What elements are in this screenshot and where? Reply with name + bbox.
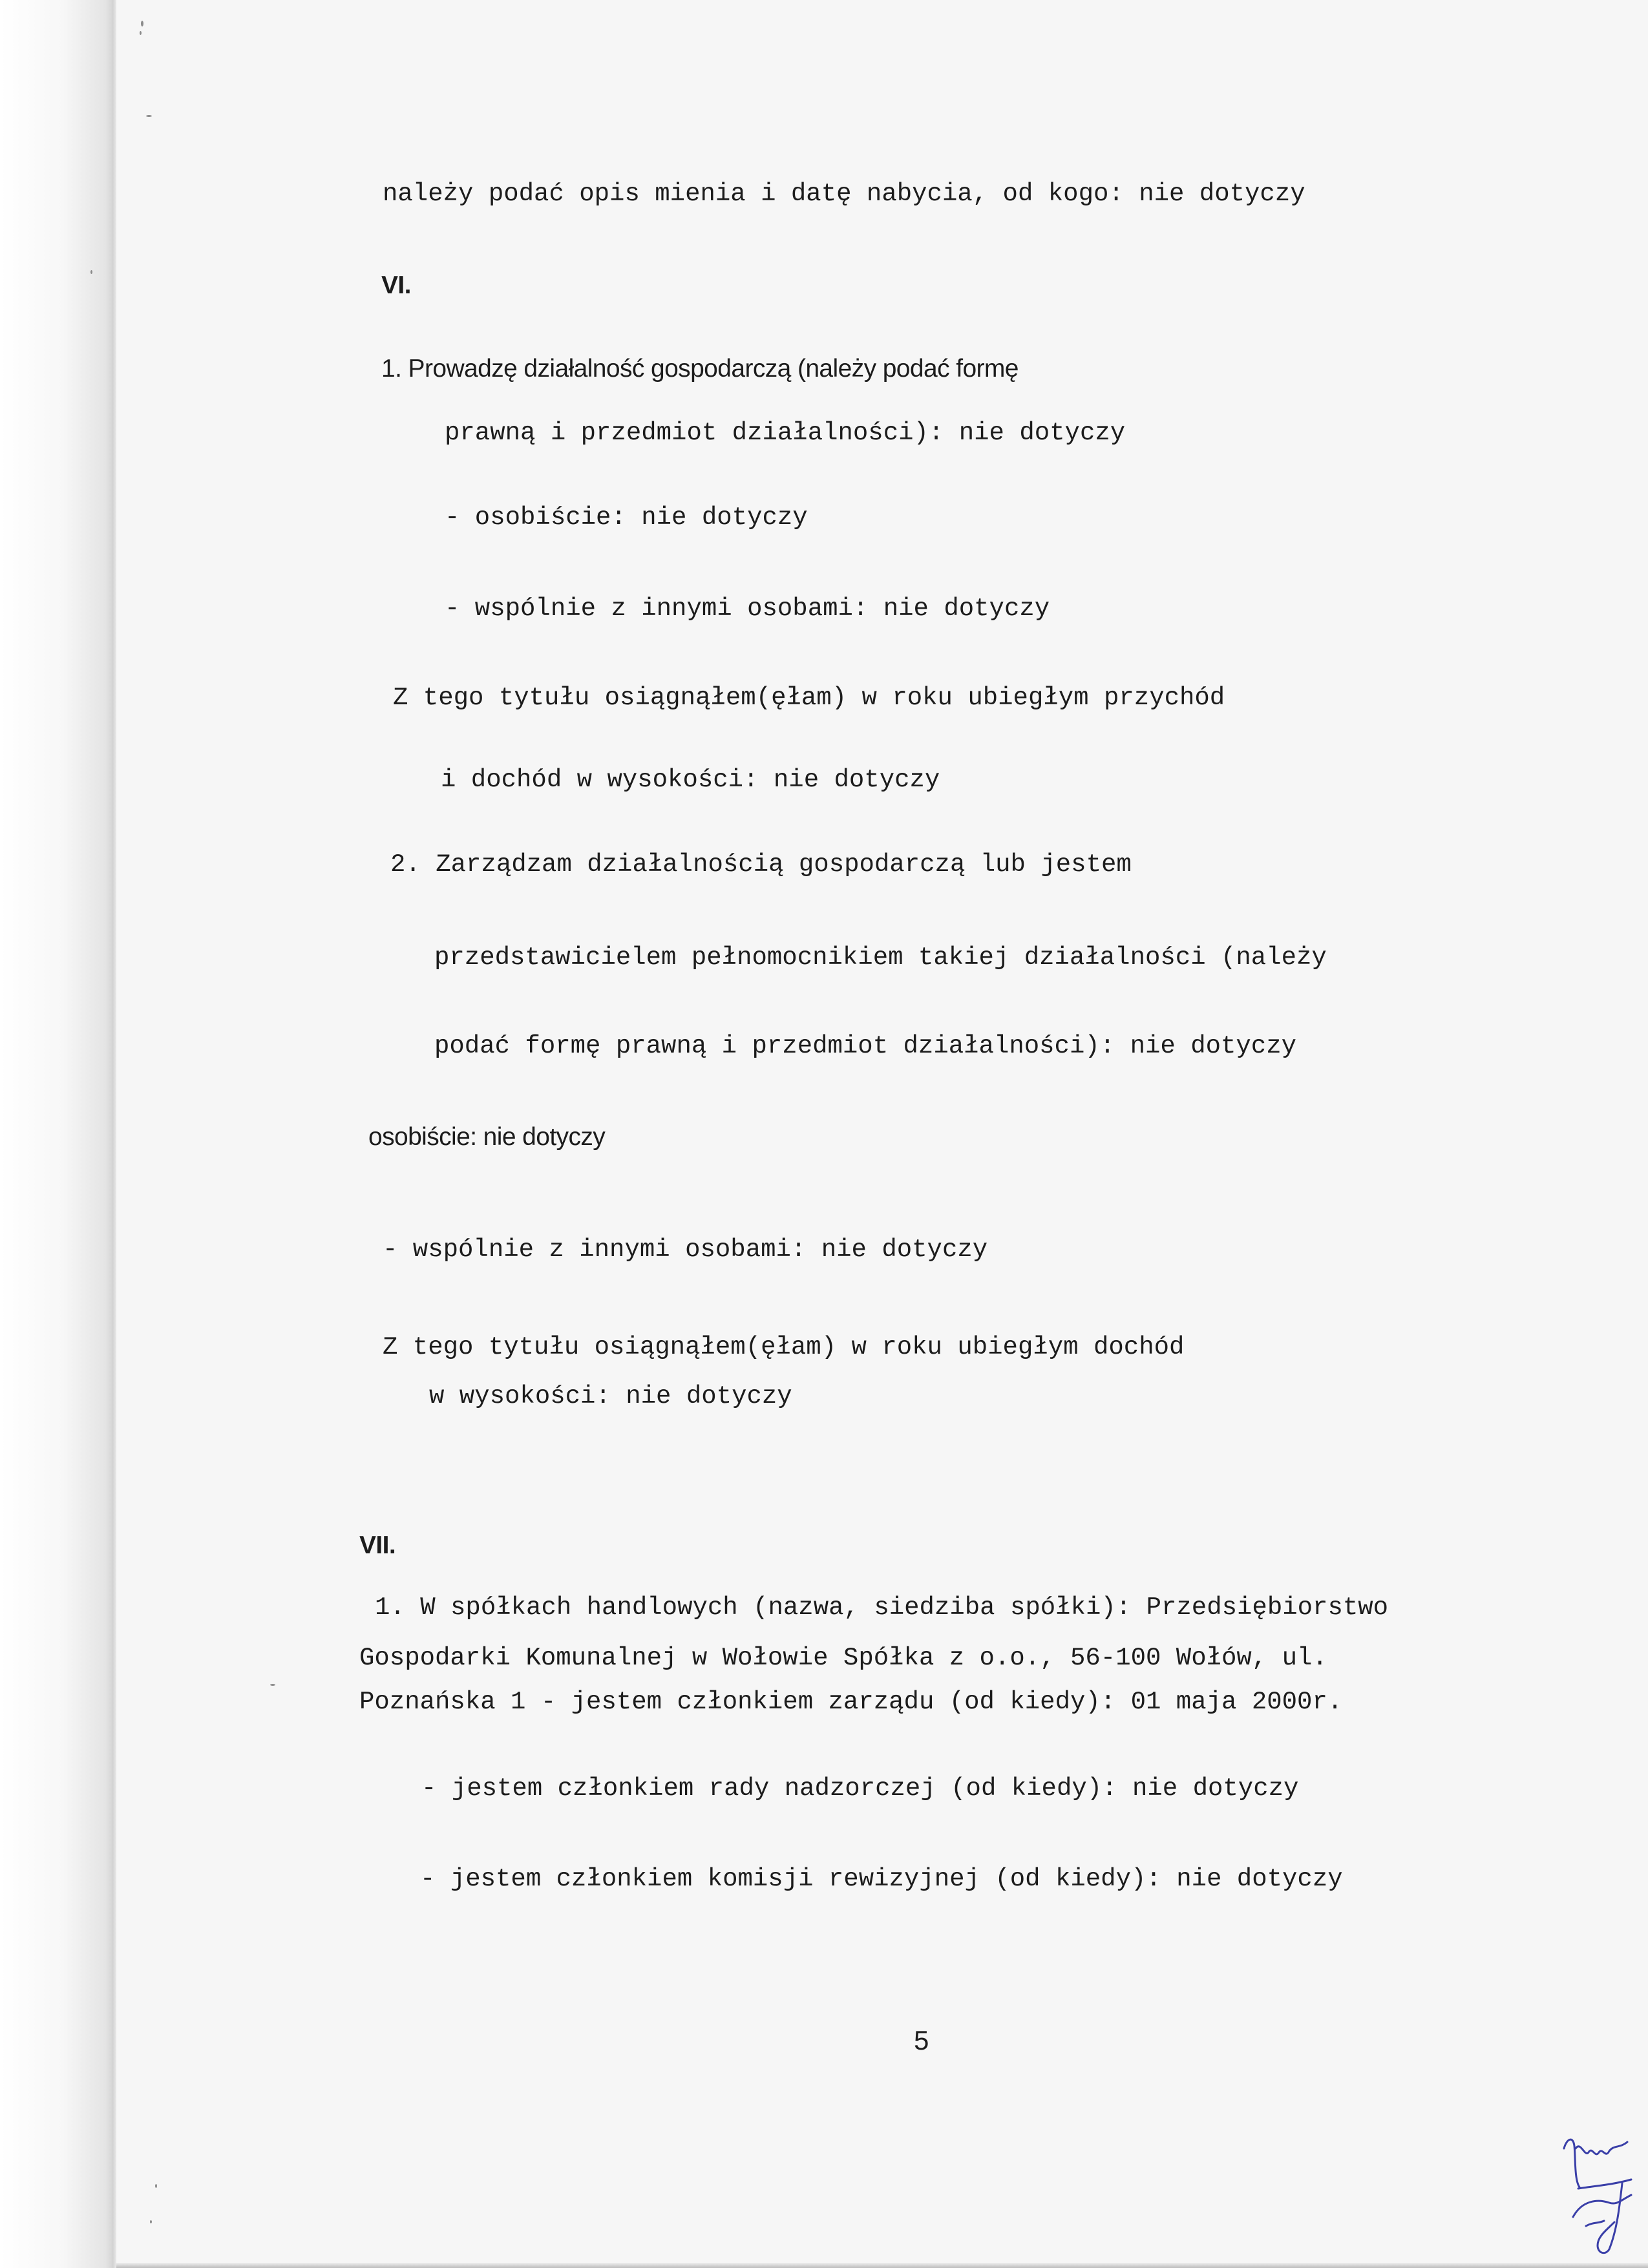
text-line: w wysokości: nie dotyczy	[429, 1382, 792, 1411]
text-line: 2. Zarządzam działalnością gospodarczą lub jestem	[390, 850, 1132, 879]
text-line: - wspólnie z innymi osobami: nie dotyczy	[445, 594, 1050, 623]
text-line: Z tego tytułu osiągnąłem(ęłam) w roku ubiegłym dochód	[383, 1333, 1185, 1361]
scan-speck	[90, 270, 92, 274]
text-line: osobiście: nie dotyczy	[368, 1123, 606, 1151]
text-line: Poznańska 1 - jestem członkiem zarządu (od kiedy): 01 maja 2000r.	[359, 1688, 1343, 1716]
scan-speck	[146, 115, 152, 117]
paper-left-edge	[112, 0, 116, 2268]
scan-speck	[155, 2184, 157, 2188]
text-line: 1. W spółkach handlowych (nazwa, siedziba spółki): Przedsiębiorstwo	[375, 1593, 1389, 1622]
section-heading-vi: VI.	[381, 271, 411, 299]
text-line: - jestem członkiem rady nadzorczej (od kiedy): nie dotyczy	[421, 1774, 1299, 1803]
text-line: - jestem członkiem komisji rewizyjnej (od kiedy): nie dotyczy	[420, 1865, 1343, 1893]
text-line: 1. Prowadzę działalność gospodarczą (należy podać formę	[381, 355, 1019, 383]
paper-bottom-edge	[116, 2263, 1648, 2268]
text-line: i dochód w wysokości: nie dotyczy	[441, 766, 940, 794]
section-heading-vii: VII.	[359, 1531, 396, 1559]
text-line: - wspólnie z innymi osobami: nie dotyczy	[383, 1235, 988, 1264]
text-line: - osobiście: nie dotyczy	[445, 503, 808, 532]
scan-speck	[141, 21, 143, 26]
text-line: Gospodarki Komunalnej w Wołowie Spółka z o.o., 56-100 Wołów, ul.	[359, 1644, 1327, 1672]
text-line: Z tego tytułu osiągnąłem(ęłam) w roku ubiegłym przychód	[393, 684, 1225, 712]
text-line: podać formę prawną i przedmiot działalności): nie dotyczy	[434, 1032, 1297, 1060]
text-line: należy podać opis mienia i datę nabycia, od kogo: nie dotyczy	[383, 180, 1305, 208]
scan-speck	[270, 1684, 275, 1686]
scan-left-margin	[0, 0, 115, 2268]
scan-speck	[150, 2220, 152, 2223]
text-line: prawną i przedmiot działalności): nie dotyczy	[445, 419, 1126, 447]
text-line: przedstawicielem pełnomocnikiem takiej działalności (należy	[434, 943, 1327, 972]
handwritten-signature	[1550, 2103, 1648, 2258]
page-number: 5	[914, 2025, 929, 2055]
scan-speck	[140, 31, 142, 35]
